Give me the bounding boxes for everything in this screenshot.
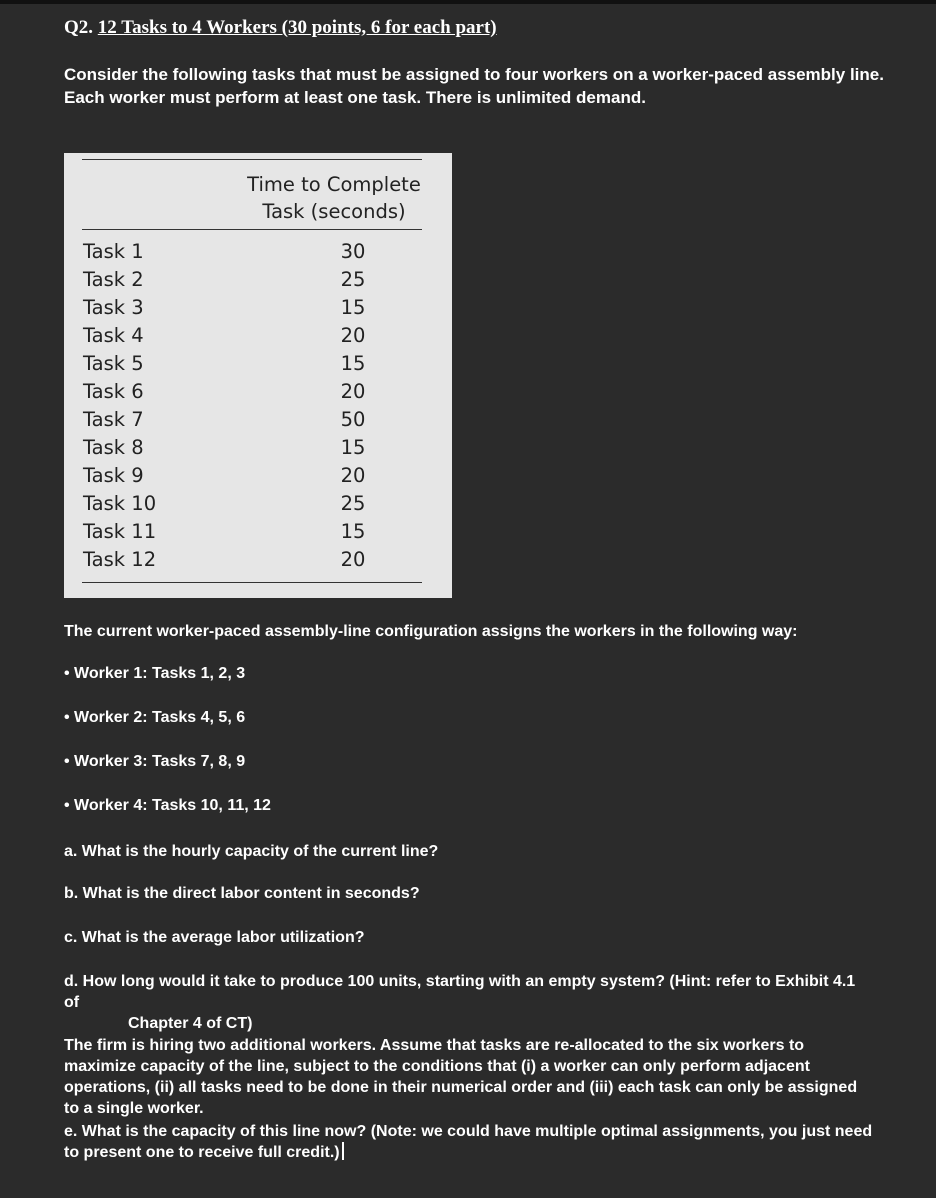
top-border (0, 0, 936, 4)
worker-assignment: • Worker 4: Tasks 10, 11, 12 (64, 797, 271, 814)
question-e[interactable] (64, 1121, 874, 1163)
task-name: Task 10 (83, 492, 157, 515)
table-header-line1: Time to Complete (247, 173, 421, 196)
task-name: Task 3 (83, 296, 144, 319)
task-name: Task 6 (83, 380, 144, 403)
task-time: 15 (340, 520, 366, 543)
task-time: 50 (340, 408, 366, 431)
table-row (83, 436, 423, 464)
task-time: 25 (340, 268, 366, 291)
task-time: 15 (340, 436, 366, 459)
task-name: Task 7 (83, 408, 144, 431)
table-row (83, 520, 423, 548)
worker-assignment: • Worker 3: Tasks 7, 8, 9 (64, 753, 246, 770)
question-e-text: e. What is the capacity of this line now? (Note: we could have multiple optimal assignments, you just need to present one to receive full credit.) (64, 1123, 873, 1161)
question-b: b. What is the direct labor content in seconds? (64, 885, 420, 902)
task-name: Task 2 (83, 268, 144, 291)
question-number: Q2. (64, 17, 98, 38)
table-header-line2: Task (seconds) (262, 200, 406, 223)
task-time: 20 (340, 324, 366, 347)
task-time: 15 (340, 296, 366, 319)
table-row (83, 352, 423, 380)
worker-assignment: • Worker 1: Tasks 1, 2, 3 (64, 665, 246, 682)
table-row (83, 380, 423, 408)
question-heading (64, 17, 497, 39)
question-d-line1: d. How long would it take to produce 100 units, starting with an empty system? (Hint: refer to Exhibit 4.1 of (64, 973, 856, 1011)
table-row (83, 240, 423, 268)
question-a: a. What is the hourly capacity of the current line? (64, 843, 439, 860)
task-name: Task 8 (83, 436, 144, 459)
task-name: Task 5 (83, 352, 144, 375)
table-bottom-rule (82, 582, 422, 583)
worker-assignment: • Worker 2: Tasks 4, 5, 6 (64, 709, 246, 726)
table-header-rule (82, 229, 422, 230)
task-name: Task 11 (83, 520, 157, 543)
question-c: c. What is the average labor utilization? (64, 929, 365, 946)
task-name: Task 9 (83, 464, 144, 487)
task-time: 15 (340, 352, 366, 375)
task-time: 20 (340, 380, 366, 403)
task-time: 30 (340, 240, 366, 263)
table-top-rule (82, 159, 422, 160)
table-row (83, 548, 423, 576)
task-time-table (64, 153, 452, 598)
table-row (83, 464, 423, 492)
task-name: Task 12 (83, 548, 157, 571)
task-name: Task 1 (83, 240, 144, 263)
text-cursor (342, 1142, 344, 1160)
table-row (83, 268, 423, 296)
question-title: 12 Tasks to 4 Workers (30 points, 6 for each part) (97, 17, 497, 38)
table-row (83, 324, 423, 352)
task-name: Task 4 (83, 324, 144, 347)
table-row (83, 296, 423, 324)
question-d (64, 971, 874, 1034)
task-time: 25 (340, 492, 366, 515)
task-time: 20 (340, 464, 366, 487)
table-row (83, 408, 423, 436)
intro-paragraph: Consider the following tasks that must be assigned to four workers on a worker-paced assembly line. Each worker must perform at least one task. There is unlimited demand. (64, 65, 884, 107)
question-d-line2: Chapter 4 of CT) (128, 1015, 253, 1032)
table-row (83, 492, 423, 520)
task-time: 20 (340, 548, 366, 571)
hiring-paragraph: The firm is hiring two additional workers. Assume that tasks are re-allocated to the six workers to maximize capacity of the line, subject to the conditions that (i) a worker can only perform adjacent operations, (ii) all tasks need to be done in their numerical order and (iii) each task can only be assigned to a single worker. (64, 1037, 858, 1117)
config-intro: The current worker-paced assembly-line configuration assigns the workers in the following way: (64, 623, 798, 640)
